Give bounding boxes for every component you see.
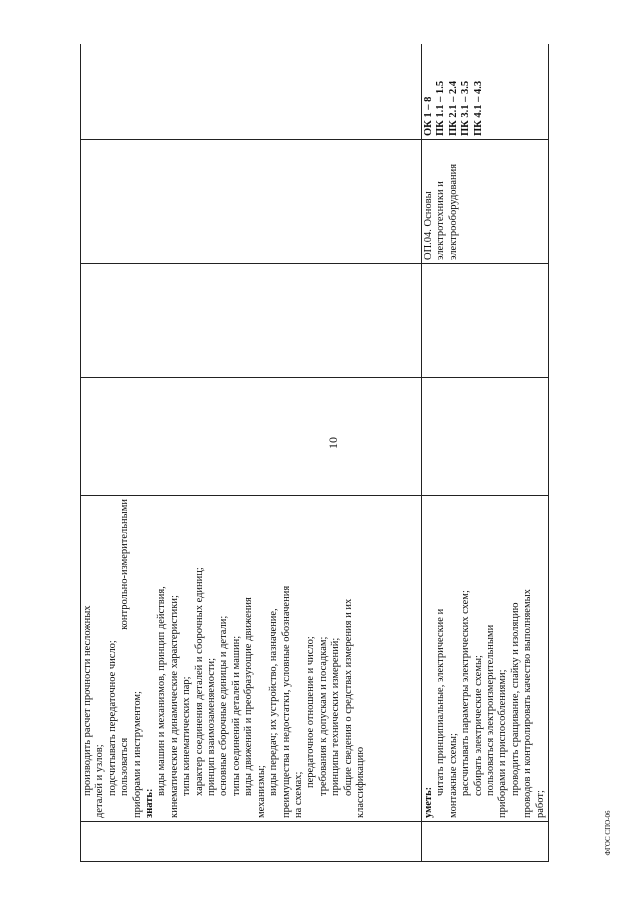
text-line: пользоваться электроизмерительными — [485, 624, 497, 796]
competency-cell — [422, 44, 549, 140]
requirements-cell — [422, 496, 549, 822]
text-line: монтажные схемы; — [447, 733, 459, 818]
text-word: пользоваться — [119, 737, 131, 796]
competency-list — [423, 47, 485, 136]
rotated-table-area — [80, 44, 555, 862]
can-label: уметь: — [423, 786, 434, 818]
curriculum-table — [80, 44, 549, 862]
text-line-justified — [119, 499, 131, 818]
text-line: принцип взаимозаменяемости; — [206, 657, 218, 796]
text-line: передаточное отношение и число; — [305, 636, 317, 788]
text-line: классификацию — [354, 746, 366, 818]
hours-cell — [81, 264, 422, 378]
know-label: знать: — [144, 788, 156, 818]
discipline-cell — [81, 140, 422, 264]
text-line: подсчитывать передаточное число; — [106, 640, 118, 796]
text-line: характер соединения деталей и сборочных единиц; — [193, 567, 205, 796]
discipline-name: ОП.04. Основы электротехники и электрооборудования — [423, 163, 459, 260]
text-line: рассчитывать параметры электрических схем; — [460, 590, 472, 796]
text-line: производить расчет прочности несложных — [82, 605, 93, 796]
competency-cell — [81, 44, 422, 140]
text-line: приборами и инструментом; — [131, 691, 143, 818]
discipline-cell — [422, 140, 549, 264]
competency-code: ПК 2.1 – 2.4 — [447, 80, 459, 136]
competency-code: ОК 1 – 8 — [423, 96, 434, 136]
text-line: требования к допускам и посадкам; — [317, 636, 329, 796]
table-row — [422, 44, 549, 862]
page-number: 10 — [326, 437, 340, 449]
text-line: на схемах; — [292, 771, 304, 818]
text-line: кинематические и динамические характеристики; — [168, 595, 180, 818]
text-line: типы кинематических пар; — [181, 676, 193, 796]
table-row — [81, 44, 422, 862]
hours-cell — [422, 378, 549, 496]
text-line: деталей и узлов; — [94, 744, 106, 818]
text-line: принципы технических измерений; — [330, 637, 342, 796]
footer-standard-code: ФГОС СПО-06 — [604, 810, 612, 856]
text-line: виды движений и преобразующие движения — [243, 597, 255, 796]
text-line: общие сведения о средствах измерения и их — [342, 598, 354, 796]
index-cell — [81, 822, 422, 862]
text-line: приборами и приспособлениями; — [497, 669, 509, 818]
competency-code: ПК 4.1 – 4.3 — [472, 80, 484, 136]
hours-cell — [422, 264, 549, 378]
text-line: преимущества и недостатки, условные обозначения — [280, 585, 292, 818]
text-line: виды передач; их устройство, назначение, — [268, 608, 280, 796]
hours-cell — [81, 378, 422, 496]
text-line: проводить сращивание, спайку и изоляцию — [509, 602, 521, 796]
text-line: механизмы; — [255, 765, 267, 818]
requirements-cell — [81, 496, 422, 822]
text-word: контрольно-измерительными — [119, 499, 131, 630]
competency-code: ПК 3.1 – 3.5 — [460, 80, 472, 136]
text-line: типы соединений деталей и машин; — [230, 635, 242, 796]
text-line: собирать электрические схемы; — [472, 655, 484, 796]
text-line: читать принципиальные, электрические и — [435, 608, 447, 796]
index-cell — [422, 822, 549, 862]
text-line: основные сборочные единицы и детали; — [218, 615, 230, 796]
text-line: виды машин и механизмов, принцип действия, — [156, 586, 168, 796]
competency-code: ПК 1.1 – 1.5 — [435, 80, 447, 136]
text-line: работ; — [534, 790, 546, 818]
text-line: проводов и контролировать качество выполняемых — [522, 589, 534, 818]
